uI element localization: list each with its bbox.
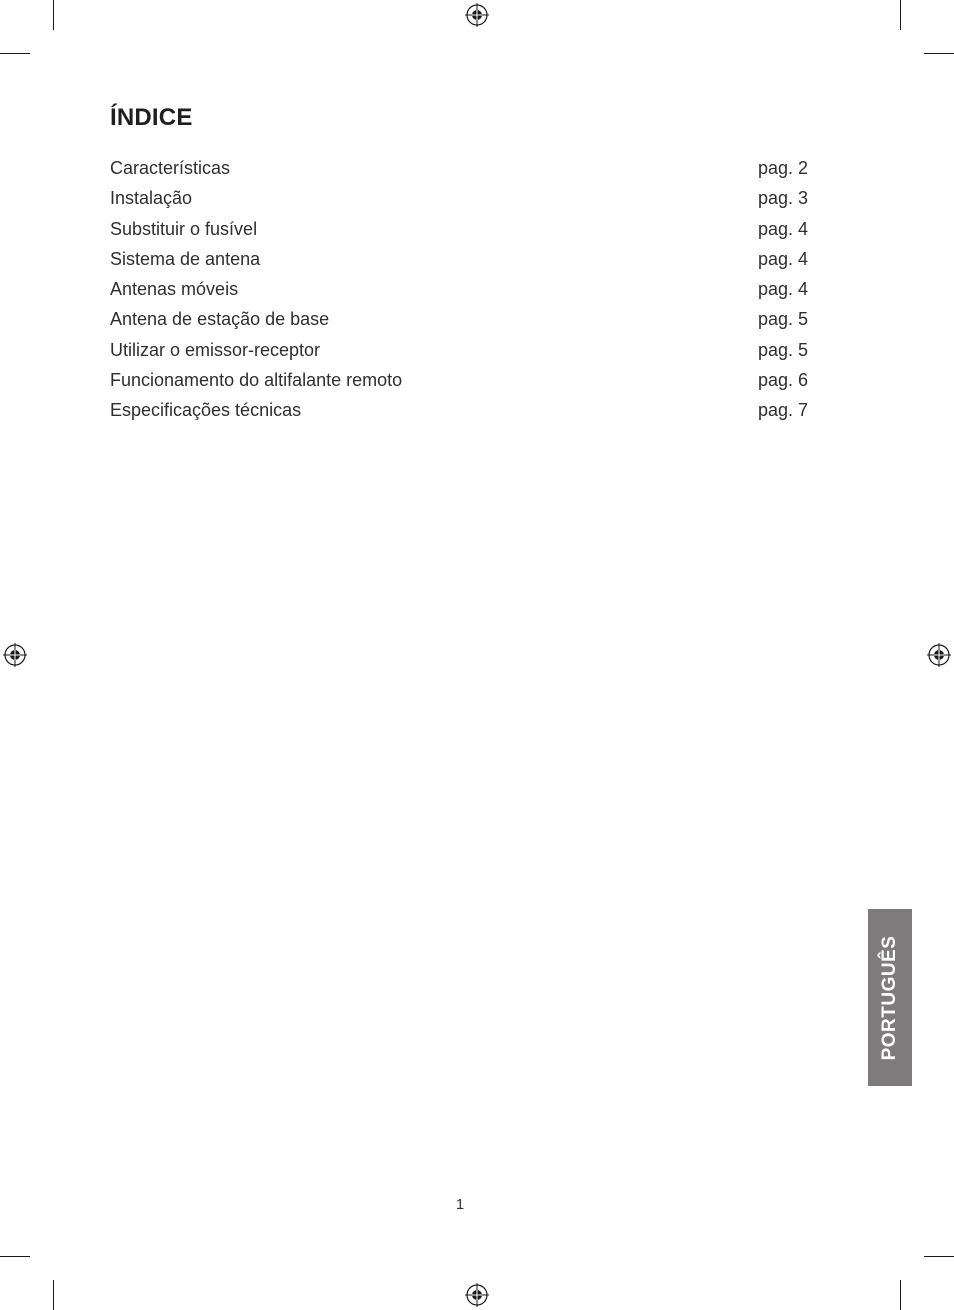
toc-entry-label: Substituir o fusível <box>110 218 258 239</box>
toc-entry <box>110 279 808 309</box>
crop-mark-icon <box>900 1280 901 1310</box>
registration-mark-icon <box>465 3 489 27</box>
toc-entry-label: Antenas móveis <box>110 279 239 300</box>
language-tab <box>868 909 912 1086</box>
crop-mark-icon <box>924 53 954 54</box>
toc-entry-label: Antena de estação de base <box>110 309 330 330</box>
toc-entry <box>110 158 808 188</box>
crop-mark-icon <box>0 1256 30 1257</box>
toc-entry <box>110 400 808 430</box>
toc-entry-label: Especificações técnicas <box>110 400 302 421</box>
toc-entry-page: pag. 5 <box>757 339 808 360</box>
crop-mark-icon <box>53 0 54 30</box>
page-number: 1 <box>455 1196 465 1213</box>
crop-mark-icon <box>53 1280 54 1310</box>
toc-entry-label: Utilizar o emissor-receptor <box>110 339 321 360</box>
toc-entry-page: pag. 4 <box>757 248 808 269</box>
page-title: ÍNDICE <box>110 104 193 131</box>
crop-mark-icon <box>924 1256 954 1257</box>
toc-entry <box>110 370 808 400</box>
toc-entry-page: pag. 4 <box>757 218 808 239</box>
toc-entry-page: pag. 4 <box>757 279 808 300</box>
registration-mark-icon <box>927 643 951 667</box>
toc-entry <box>110 188 808 218</box>
toc-entry-label: Sistema de antena <box>110 248 261 269</box>
table-of-contents <box>110 158 808 431</box>
toc-entry <box>110 309 808 339</box>
crop-mark-icon <box>0 53 30 54</box>
toc-entry-page: pag. 7 <box>757 400 808 421</box>
toc-entry <box>110 219 808 249</box>
language-tab-label: PORTUGUÊS <box>879 935 900 1060</box>
registration-mark-icon <box>3 643 27 667</box>
registration-mark-icon <box>465 1283 489 1307</box>
toc-entry-label: Funcionamento do altifalante remoto <box>110 370 403 391</box>
toc-entry-page: pag. 6 <box>757 370 808 391</box>
toc-entry-page: pag. 3 <box>757 188 808 209</box>
toc-entry <box>110 340 808 370</box>
toc-entry-page: pag. 5 <box>757 309 808 330</box>
toc-entry-page: pag. 2 <box>757 158 808 178</box>
toc-entry-label: Características <box>110 158 231 178</box>
toc-entry <box>110 249 808 279</box>
toc-entry-label: Instalação <box>110 188 193 209</box>
crop-mark-icon <box>900 0 901 30</box>
